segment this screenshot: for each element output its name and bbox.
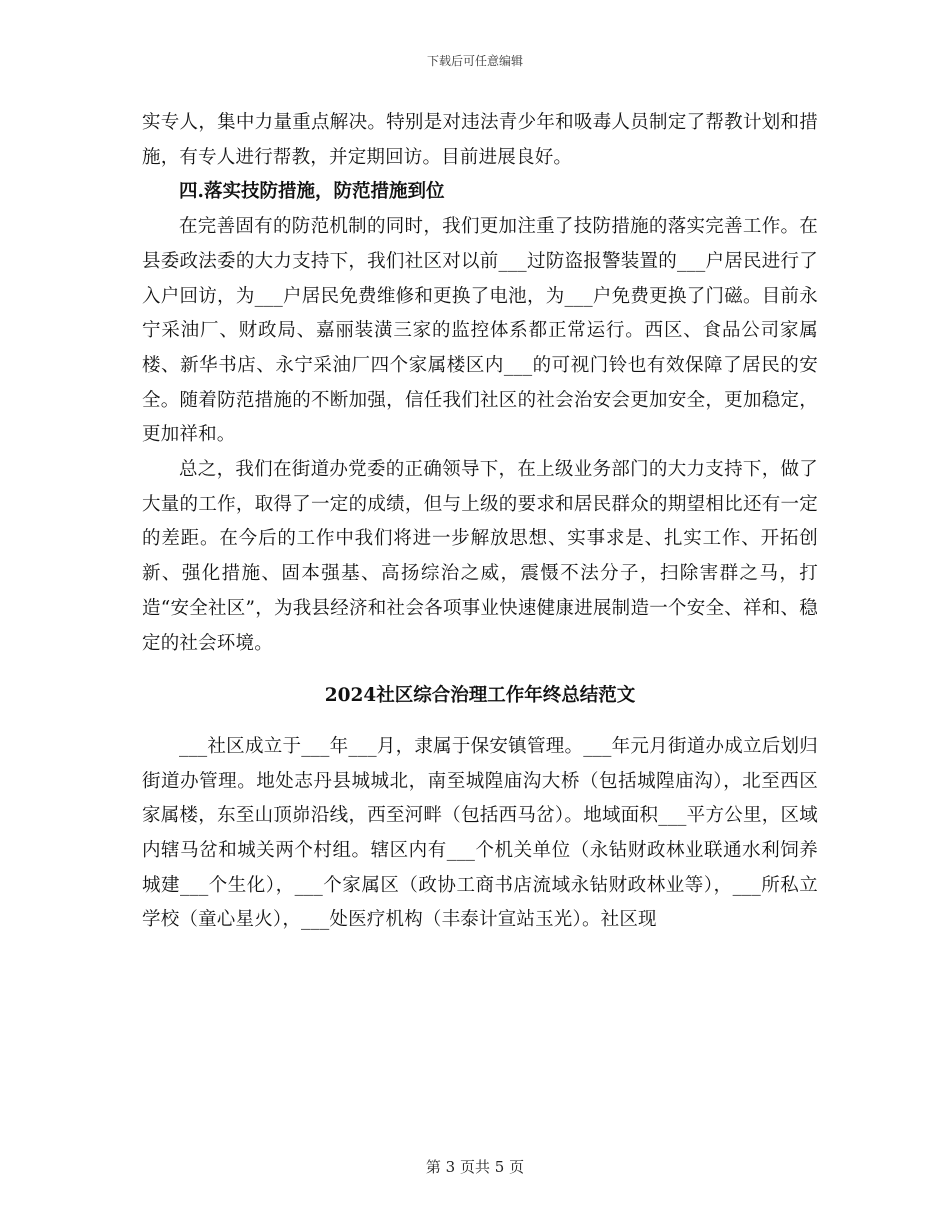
section-heading: 四.落实技防措施，防范措施到位: [179, 181, 445, 203]
body-paragraph: 在完善固有的防范机制的同时，我们更加注重了技防措施的落实完善工作。在县委政法委的大力支持下，我们社区对以前___过防盗报警装置的___户居民进行了入户回访，为___户居民免费维修和更换了电池，为___户免费更换了门磁。目前永宁采油厂、财政局、嘉丽装潢三家的监控体系都正常运行。西区、食品公司家属楼、新华书店、永宁采油厂四个家属楼区内___的可视门铃也有效保障了居民的安全。随着防范措施的不断加强，信任我们社区的社会治安会更加安全，更加稳定，更加祥和。: [142, 216, 818, 446]
body-paragraph: 实专人，集中力量重点解决。特别是对违法青少年和吸毒人员制定了帮教计划和措施，有专人进行帮教，并定期回访。目前进展良好。: [142, 112, 818, 168]
document-body: [142, 106, 818, 938]
body-paragraph: 总之，我们在街道办党委的正确领导下，在上级业务部门的大力支持下，做了大量的工作，取得了一定的成绩，但与上级的要求和居民群众的期望相比还有一定的差距。在今后的工作中我们将进一步解放思想、实事求是、扎实工作、开拓创新、强化措施、固本强基、高扬综治之威，震慑不法分子，扫除害群之马，打造“安全社区”，为我县经济和社会各项事业快速健康进展制造一个安全、祥和、稳定的社会环境。: [142, 459, 818, 654]
page-header: 下载后可任意编辑: [426, 54, 523, 68]
page-footer: 第 3 页共 5 页: [425, 1158, 525, 1176]
body-paragraph: ___社区成立于___年___月，隶属于保安镇管理。___年元月街道办成立后划归街道办管理。地处志丹县城城北，南至城隍庙沟大桥（包括城隍庙沟），北至西区家属楼，东至山顶峁沿线，西至河畔（包括西马岔）。地域面积___平方公里，区域内辖马岔和城关两个村组。辖区内有___个机关单位（永钻财政林业联通水利饲养城建___个生化），___个家属区（政协工商书店流域永钻财政林业等），___所私立学校（童心星火），___处医疗机构（丰泰计宣站玉光）。社区现: [142, 735, 818, 931]
article-title: 2024社区综合治理工作年终总结范文: [324, 685, 636, 707]
